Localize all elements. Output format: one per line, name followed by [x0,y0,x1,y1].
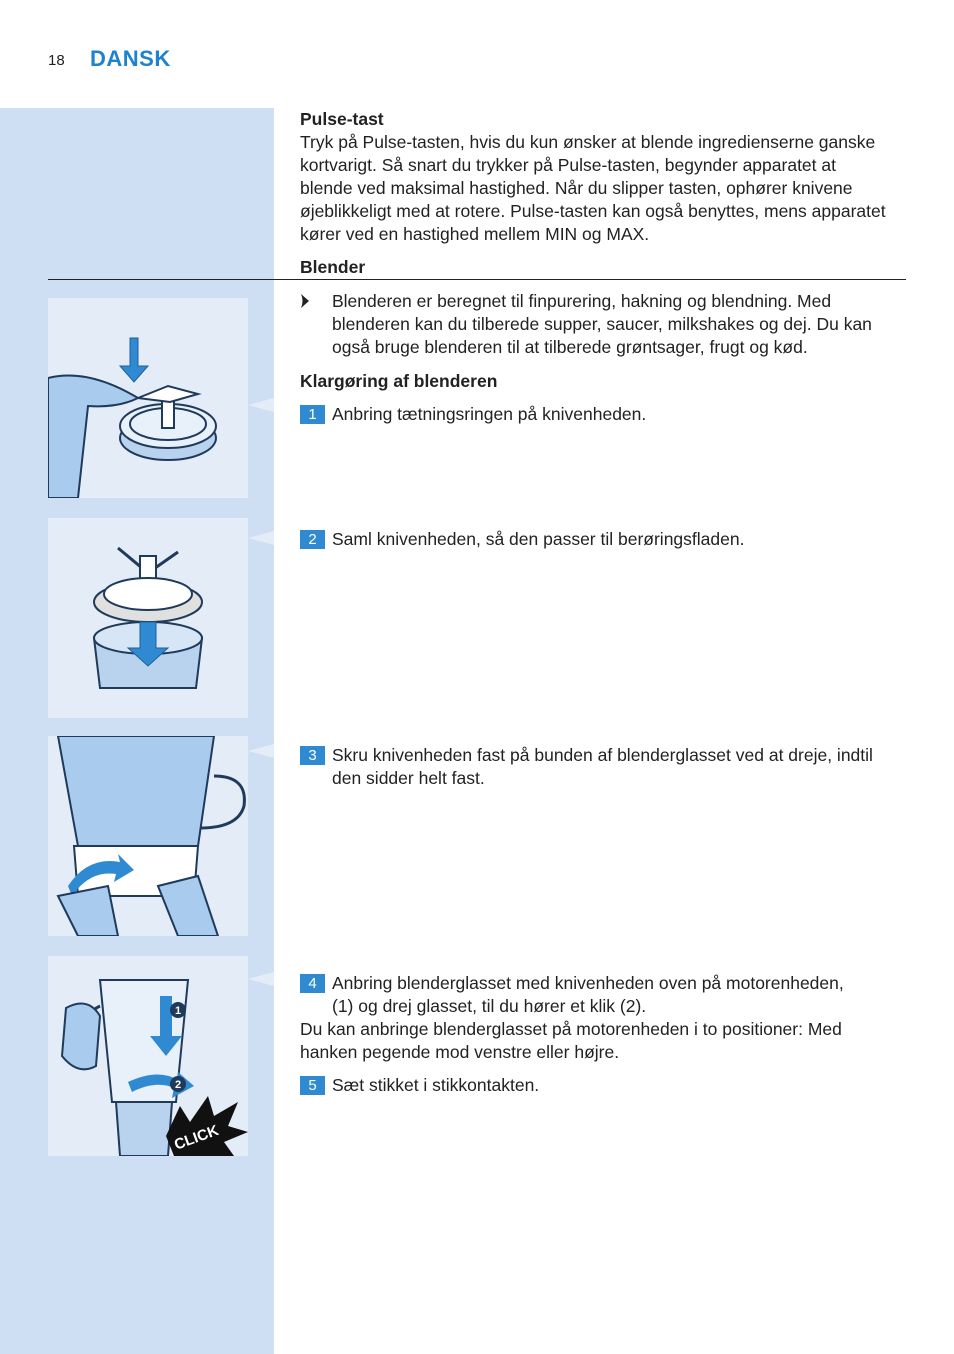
subsection-heading: Klargøring af blenderen [300,371,498,391]
panel-pointer [248,531,274,545]
blender-heading: Blender [300,257,366,277]
step-note-line: Du kan anbringe blenderglasset på motorenheden i to positioner: Med [300,1019,842,1039]
blender-bullet-line: også bruge blenderen til at tilberede grøntsager, frugt og kød. [332,337,808,357]
pulse-body-line: kører ved en hastighed mellem MIN og MAX. [300,224,650,244]
step-text: Saml knivenheden, så den passer til berøringsfladen. [332,529,745,549]
step-number-badge: 5 [300,1076,325,1095]
section-divider [48,279,906,280]
bullet-icon [300,294,310,311]
pulse-body-line: blende ved maksimal hastighed. Når du slipper tasten, ophører knivene [300,178,853,198]
step-number-badge: 3 [300,746,325,765]
illustration-seal-ring [48,298,248,498]
step-text: Anbring blenderglasset med knivenheden oven på motorenheden, [332,973,844,993]
panel-pointer [248,972,274,986]
step-note-line: hanken pegende mod venstre eller højre. [300,1042,620,1062]
illustration-place-on-motor [48,956,248,1156]
illustration-blade-assembly [48,518,248,718]
pulse-heading: Pulse-tast [300,109,384,129]
language-label: DANSK [90,46,171,71]
step-text: (1) og drej glasset, til du hører et klik (2). [332,996,647,1016]
marker-1: 1 [174,1005,182,1017]
sidebar-band [0,108,274,1354]
blender-bullet-line: Blenderen er beregnet til finpurering, hakning og blendning. Med [332,291,832,311]
step-text: den sidder helt fast. [332,768,485,788]
blender-bullet-line: blenderen kan du tilberede supper, saucer, milkshakes og dej. Du kan [332,314,872,334]
panel-pointer [248,744,274,758]
page-number: 18 [48,52,65,69]
pulse-body-line: øjeblikkeligt med at rotere. Pulse-tasten kan også benyttes, mens apparatet [300,201,886,221]
illustration-twist-jar [48,736,248,936]
step-number-badge: 2 [300,530,325,549]
pulse-body-line: kortvarigt. Så snart du trykker på Pulse-tasten, begynder apparatet at [300,155,836,175]
click-label: CLICK [172,1121,221,1154]
step-text: Anbring tætningsringen på knivenheden. [332,404,647,424]
panel-pointer [248,398,274,412]
step-text: Skru knivenheden fast på bunden af blenderglasset ved at dreje, indtil [332,745,873,765]
pulse-body-line: Tryk på Pulse-tasten, hvis du kun ønsker at blende ingredienserne ganske [300,132,876,152]
marker-2: 2 [174,1079,182,1091]
step-text: Sæt stikket i stikkontakten. [332,1075,540,1095]
step-number-badge: 1 [300,405,325,424]
step-number-badge: 4 [300,974,325,993]
